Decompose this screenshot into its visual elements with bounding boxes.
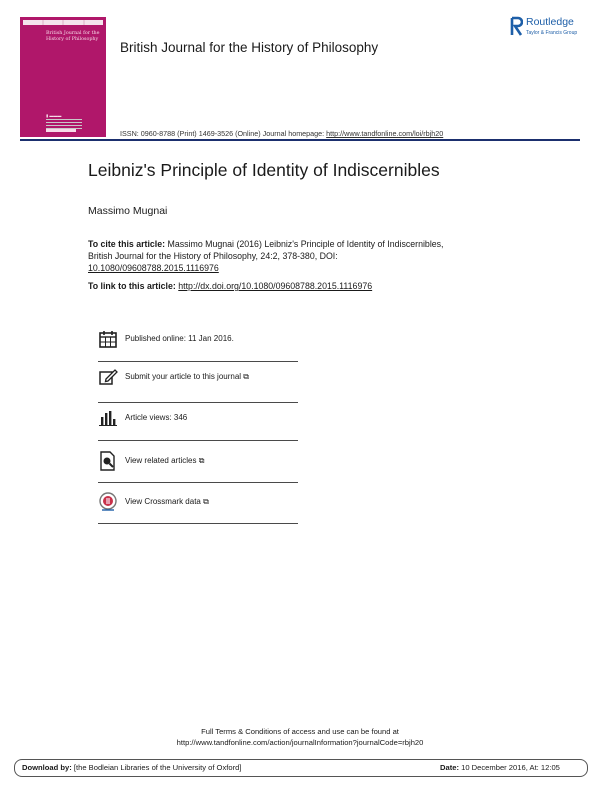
external-link-icon: ⧉ bbox=[198, 456, 205, 465]
related-articles-item[interactable] bbox=[98, 451, 298, 471]
publisher-subtitle: Taylor & Francis Group bbox=[526, 30, 578, 36]
citation bbox=[88, 238, 468, 274]
document-search-icon bbox=[98, 451, 118, 471]
downloaded-by bbox=[22, 763, 241, 772]
citation-text: Massimo Mugnai (2016) Leibniz's Principle of Identity of Indiscernibles, British Journal for the History of Philosophy, 24:2, 378-380, DOI: bbox=[88, 239, 444, 261]
citation-label: To cite this article: bbox=[88, 239, 166, 249]
crossmark-icon bbox=[98, 492, 118, 512]
cover-journal-title: British Journal for the History of Philosophy bbox=[46, 31, 100, 42]
downloaded-by-label: Download by: bbox=[22, 763, 72, 772]
download-date bbox=[440, 763, 560, 772]
cover-top-strip bbox=[23, 20, 103, 25]
link-label: To link to this article: bbox=[88, 281, 179, 291]
issn-text: ISSN: 0960-8788 (Print) 1469-3526 (Online) Journal homepage: bbox=[120, 129, 327, 138]
calendar-icon bbox=[98, 329, 118, 349]
divider bbox=[98, 402, 298, 403]
downloaded-by-value: [the Bodleian Libraries of the University of Oxford] bbox=[71, 763, 242, 772]
article-views-label: Article views: 346 bbox=[125, 413, 188, 422]
published-online-label: Published online: 11 Jan 2016. bbox=[125, 334, 234, 343]
date-value: 10 December 2016, At: 12:05 bbox=[459, 763, 560, 772]
bar-chart-icon bbox=[98, 408, 118, 428]
article-views-item bbox=[98, 408, 298, 428]
edit-icon bbox=[98, 367, 118, 387]
divider bbox=[98, 482, 298, 483]
divider bbox=[98, 440, 298, 441]
divider bbox=[98, 361, 298, 362]
submit-article-item[interactable] bbox=[98, 367, 298, 387]
crossmark-item[interactable] bbox=[98, 492, 298, 512]
publisher-name: Routledge bbox=[526, 16, 574, 28]
header-divider bbox=[20, 139, 580, 141]
published-online-item bbox=[98, 329, 298, 349]
crossmark-label[interactable]: View Crossmark data ⧉ bbox=[125, 497, 209, 506]
issn-line bbox=[120, 129, 443, 138]
terms-url-link[interactable]: http://www.tandfonline.com/action/journalInformation?journalCode=rbjh20 bbox=[176, 738, 424, 747]
cover-notes bbox=[46, 119, 82, 131]
submit-article-label[interactable]: Submit your article to this journal ⧉ bbox=[125, 372, 250, 381]
date-label: Date: bbox=[440, 763, 459, 772]
cover-publisher-logo: ▮ ▬▬▬ bbox=[46, 113, 62, 118]
divider bbox=[98, 523, 298, 524]
article-url-link[interactable]: http://dx.doi.org/10.1080/09608788.2015.1116976 bbox=[178, 281, 373, 291]
journal-homepage-link[interactable]: http://www.tandfonline.com/loi/rbjh20 bbox=[326, 129, 444, 138]
article-link bbox=[88, 281, 372, 291]
related-articles-label[interactable]: View related articles ⧉ bbox=[125, 456, 205, 465]
journal-title: British Journal for the History of Philosophy bbox=[120, 40, 379, 55]
article-author: Massimo Mugnai bbox=[88, 205, 168, 217]
doi-link[interactable]: 10.1080/09608788.2015.1116976 bbox=[88, 263, 219, 273]
article-title: Leibniz's Principle of Identity of Indiscernibles bbox=[88, 160, 440, 180]
terms-line-1: Full Terms & Conditions of access and use can be found at bbox=[201, 727, 399, 736]
external-link-icon: ⧉ bbox=[203, 497, 209, 506]
external-link-icon: ⧉ bbox=[243, 372, 250, 381]
routledge-r-icon bbox=[510, 16, 523, 36]
